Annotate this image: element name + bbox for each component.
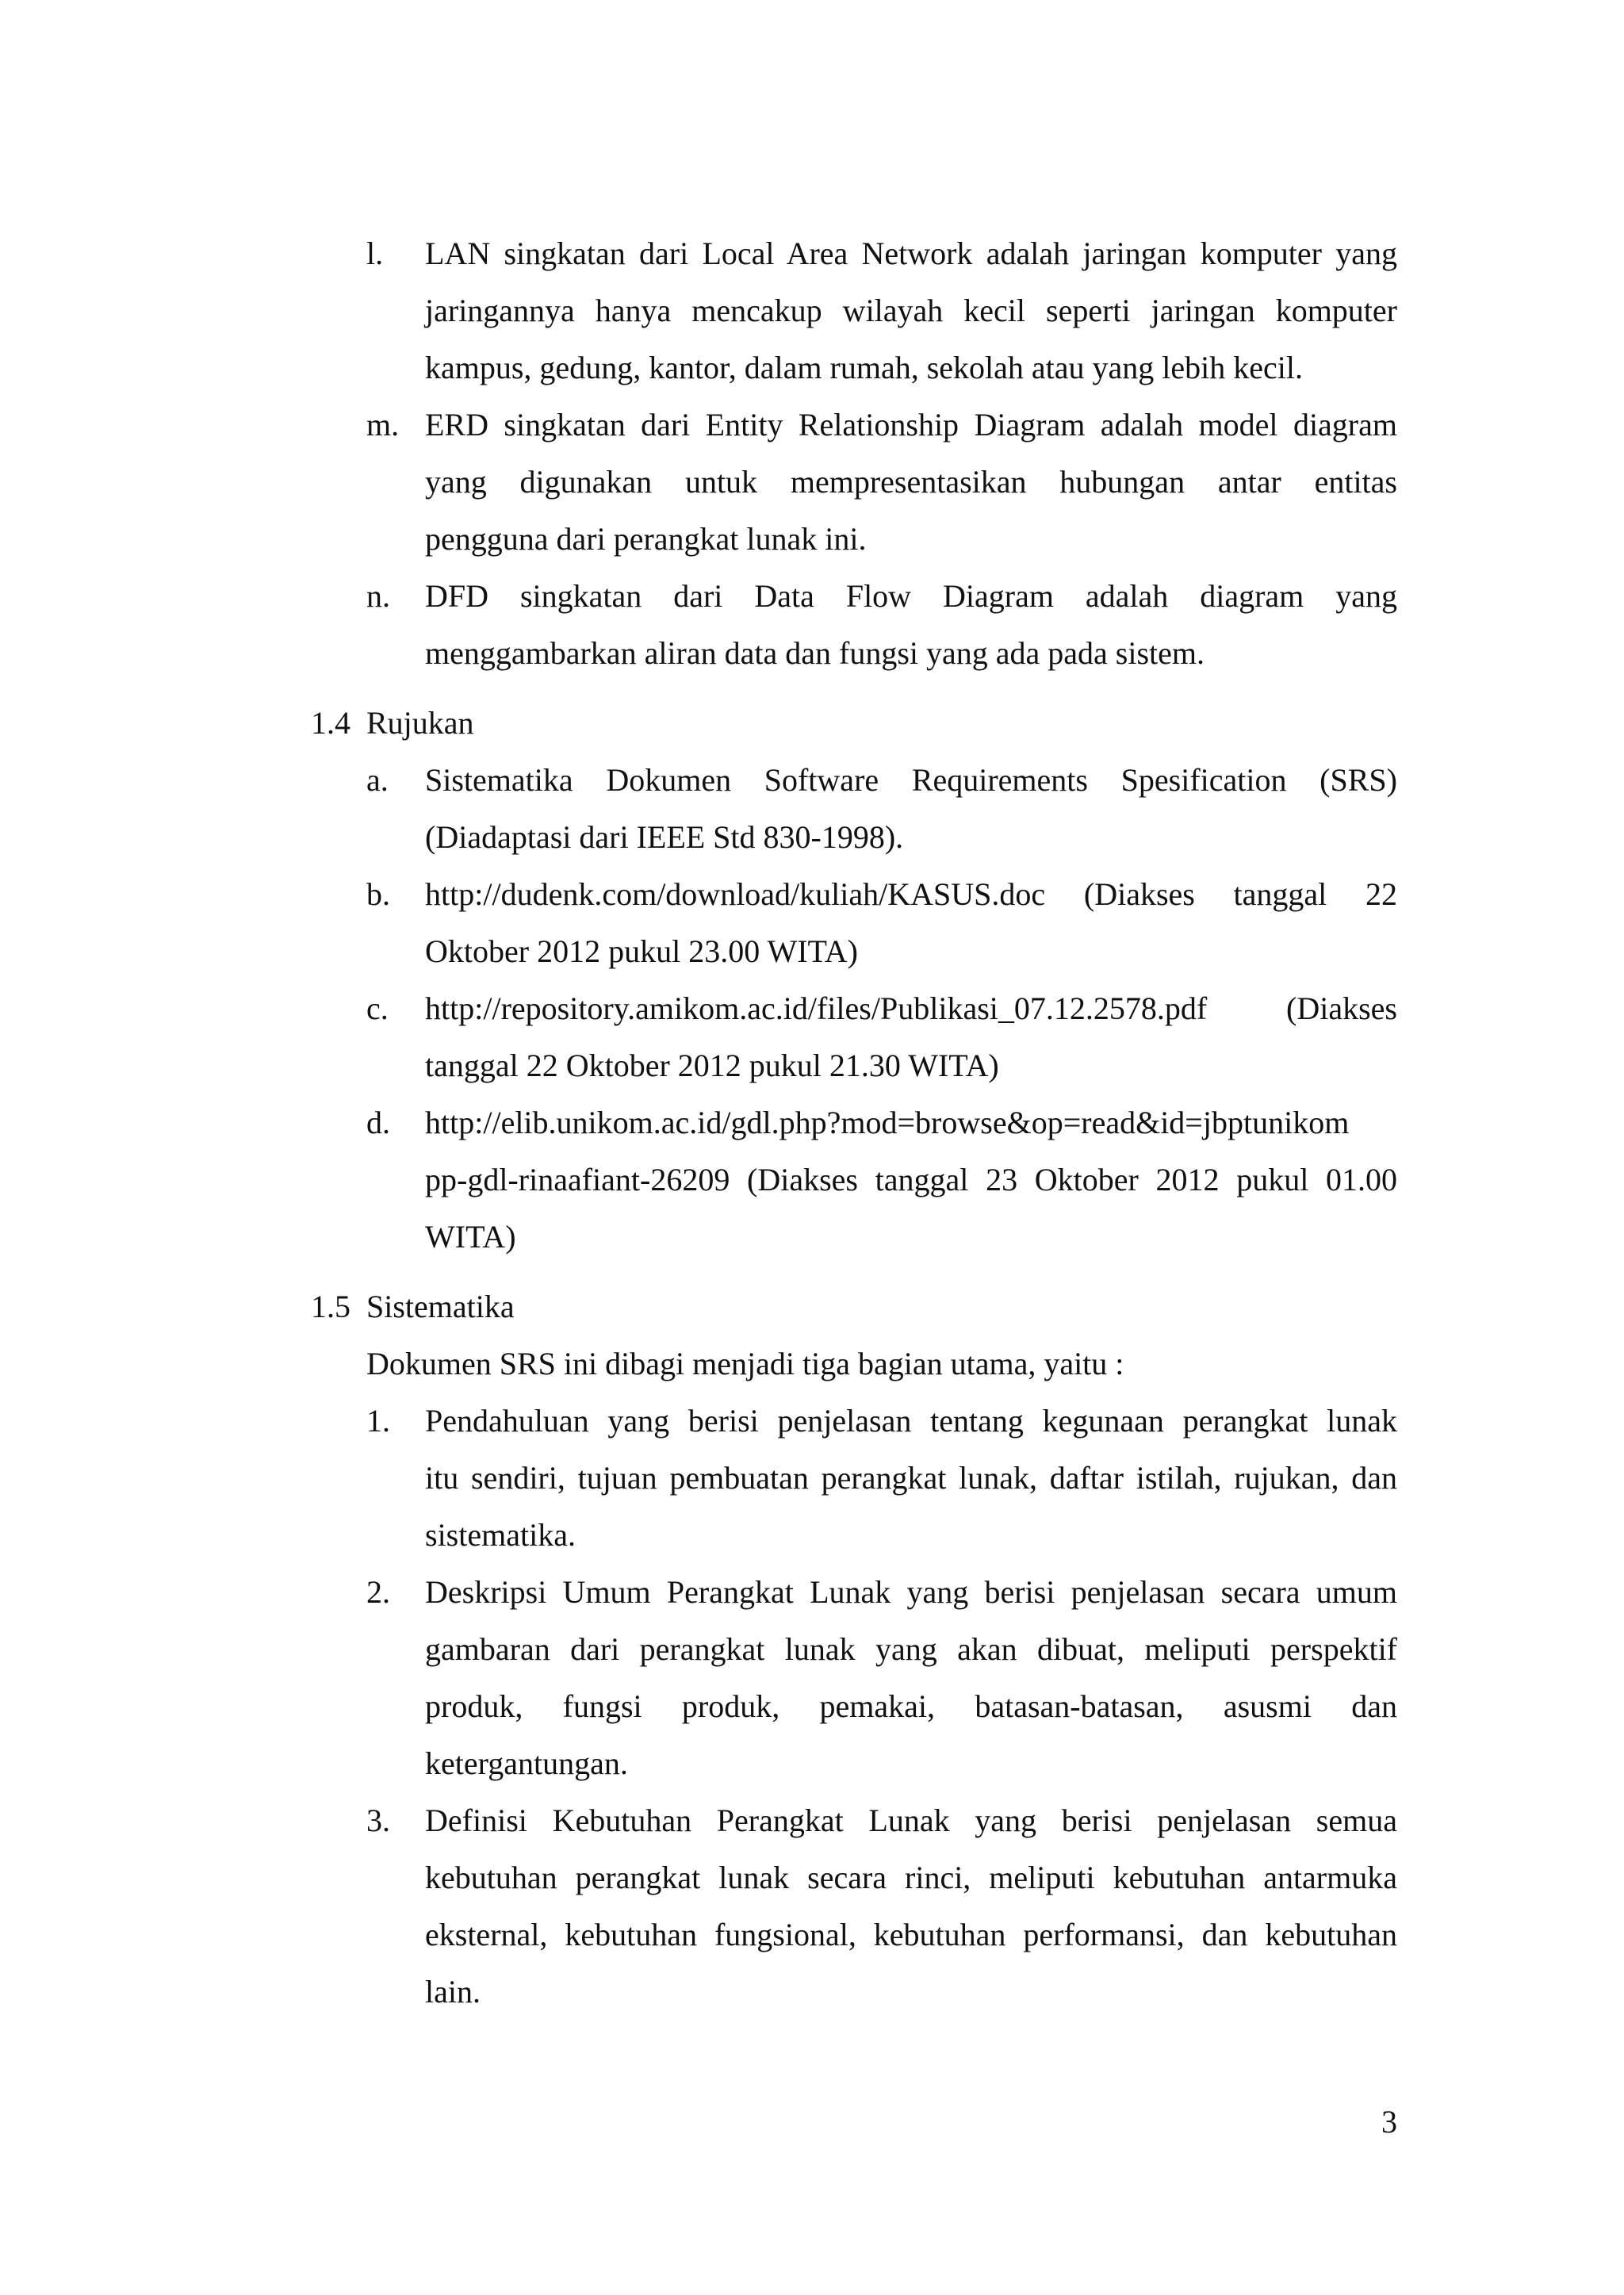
list-marker: d. [366, 1105, 390, 1140]
list-item-line: itu sendiri, tujuan pembuatan perangkat lunak, daftar istilah, rujukan, dan [425, 1460, 1397, 1496]
list-item-line: lain. [425, 1974, 481, 2010]
section-number: 1.4 [311, 705, 350, 741]
section-number: 1.5 [311, 1289, 350, 1324]
section-title: Rujukan [366, 705, 474, 741]
reference-line: http://elib.unikom.ac.id/gdl.php?mod=browse&op=read&id=jbptunikom [425, 1105, 1350, 1140]
reference-line: WITA) [425, 1219, 516, 1255]
list-marker: 1. [366, 1403, 390, 1439]
list-item-line: DFD singkatan dari Data Flow Diagram adalah diagram yang [425, 578, 1397, 614]
list-marker: c. [366, 990, 389, 1026]
list-marker: 2. [366, 1574, 390, 1610]
list-marker: b. [366, 876, 390, 912]
list-item-line: menggambarkan aliran data dan fungsi yang ada pada sistem. [425, 635, 1205, 671]
list-marker: a. [366, 762, 389, 798]
list-item-line: eksternal, kebutuhan fungsional, kebutuhan performansi, dan kebutuhan [425, 1917, 1397, 1952]
list-item-line: Deskripsi Umum Perangkat Lunak yang berisi penjelasan secara umum [425, 1574, 1397, 1610]
list-item-line: LAN singkatan dari Local Area Network adalah jaringan komputer yang [425, 236, 1397, 271]
list-marker: m. [366, 407, 400, 443]
list-marker: n. [366, 578, 390, 614]
section-intro: Dokumen SRS ini dibagi menjadi tiga bagian utama, yaitu : [366, 1346, 1124, 1381]
reference-line: http://repository.amikom.ac.id/files/Publikasi_07.12.2578.pdf (Diakses [425, 990, 1397, 1026]
list-item-line: kampus, gedung, kantor, dalam rumah, sekolah atau yang lebih kecil. [425, 350, 1303, 385]
list-item-line: jaringannya hanya mencakup wilayah kecil seperti jaringan komputer [425, 293, 1397, 328]
list-item-line: ERD singkatan dari Entity Relationship Diagram adalah model diagram [425, 407, 1397, 443]
list-item-line: yang digunakan untuk mempresentasikan hubungan antar entitas [425, 464, 1397, 500]
list-item-line: Definisi Kebutuhan Perangkat Lunak yang berisi penjelasan semua [425, 1803, 1397, 1838]
list-item-line: produk, fungsi produk, pemakai, batasan-batasan, asusmi dan [425, 1688, 1397, 1724]
page-number: 3 [1381, 2104, 1397, 2140]
list-item-line: gambaran dari perangkat lunak yang akan dibuat, meliputi perspektif [425, 1631, 1397, 1667]
list-item-line: pengguna dari perangkat lunak ini. [425, 521, 867, 557]
reference-line: Sistematika Dokumen Software Requirements Spesification (SRS) [425, 762, 1397, 798]
reference-line: Oktober 2012 pukul 23.00 WITA) [425, 933, 858, 969]
list-item-line: sistematika. [425, 1517, 576, 1553]
list-marker: 3. [366, 1803, 390, 1838]
reference-line: (Diadaptasi dari IEEE Std 830-1998). [425, 819, 904, 855]
reference-line: pp-gdl-rinaafiant-26209 (Diakses tanggal 23 Oktober 2012 pukul 01.00 [425, 1162, 1397, 1197]
list-item-line: Pendahuluan yang berisi penjelasan tentang kegunaan perangkat lunak [425, 1403, 1397, 1439]
section-title: Sistematika [366, 1289, 515, 1324]
list-item-line: ketergantungan. [425, 1745, 628, 1781]
reference-line: http://dudenk.com/download/kuliah/KASUS.doc (Diakses tanggal 22 [425, 876, 1397, 912]
list-item-line: kebutuhan perangkat lunak secara rinci, meliputi kebutuhan antarmuka [425, 1860, 1397, 1895]
list-marker: l. [366, 236, 384, 271]
reference-line: tanggal 22 Oktober 2012 pukul 21.30 WITA) [425, 1048, 999, 1083]
